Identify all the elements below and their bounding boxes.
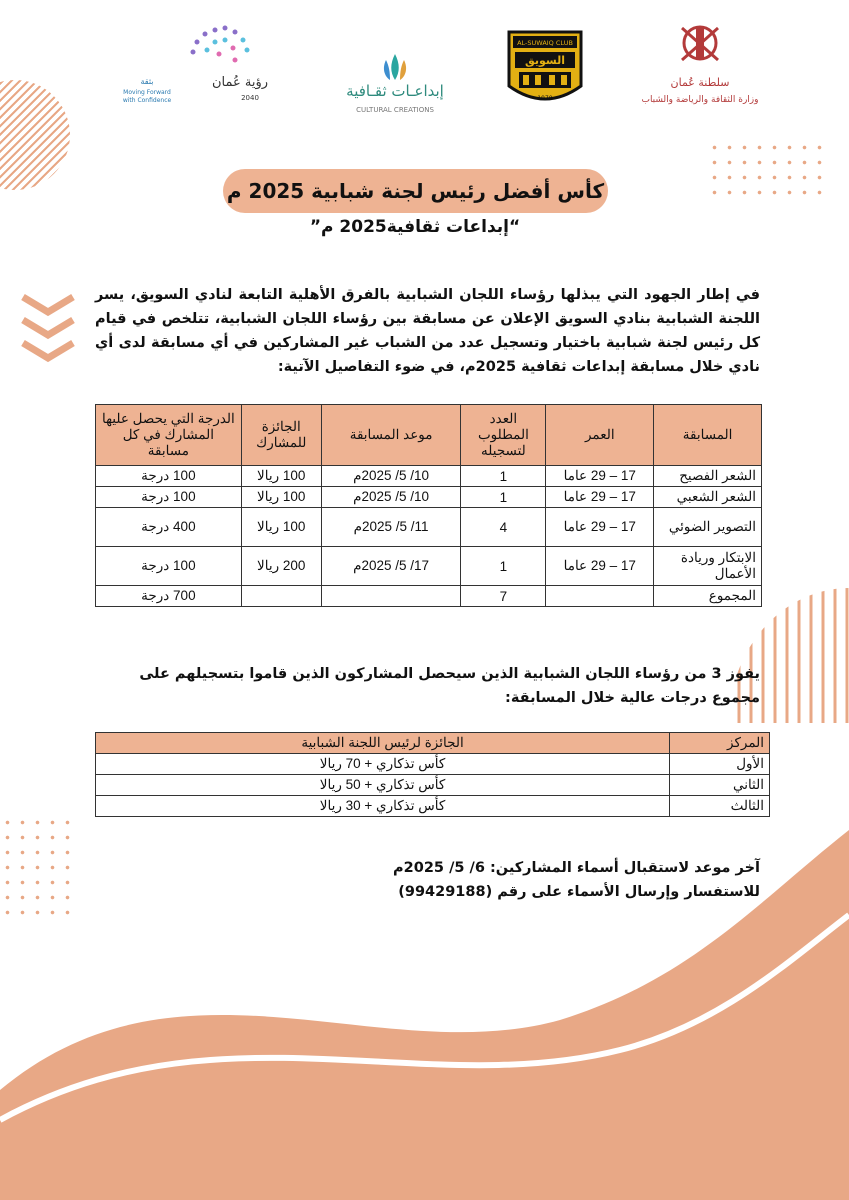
table-row bbox=[96, 754, 770, 775]
col-header-points: الدرجة التي يحصل عليها المشارك في كل مسابقة bbox=[96, 405, 242, 466]
table-header-row bbox=[96, 733, 770, 754]
al-suwaiq-club-logo bbox=[505, 28, 585, 112]
svg-text:Moving Forward: Moving Forward bbox=[123, 89, 171, 96]
table-total-row bbox=[96, 586, 762, 607]
table-cell: 1 bbox=[461, 487, 546, 508]
col-header-age: العمر bbox=[546, 405, 654, 466]
dot-grid-decoration bbox=[707, 140, 827, 200]
oman-vision-2040-logo bbox=[115, 20, 285, 110]
svg-text:إبداعـات ثقـافية: إبداعـات ثقـافية bbox=[346, 82, 444, 100]
table-cell: 200 ريالا bbox=[241, 547, 321, 586]
col-header-prize: الجائزة للمشارك bbox=[241, 405, 321, 466]
svg-text:رؤية عُمان: رؤية عُمان bbox=[211, 75, 269, 90]
table-row bbox=[96, 796, 770, 817]
table-cell: المجموع bbox=[654, 586, 762, 607]
competitions-table bbox=[95, 404, 762, 607]
table-cell: 100 درجة bbox=[96, 547, 242, 586]
table-cell: 11/ 5/ 2025م bbox=[321, 508, 461, 547]
table-cell: 7 bbox=[461, 586, 546, 607]
table-cell: 100 ريالا bbox=[241, 487, 321, 508]
table-cell: 17 – 29 عاما bbox=[546, 487, 654, 508]
table-cell: 100 درجة bbox=[96, 487, 242, 508]
col-header-prize: الجائزة لرئيس اللجنة الشبابية bbox=[96, 733, 670, 754]
svg-text:with Confidence: with Confidence bbox=[122, 97, 172, 104]
page-title: كأس أفضل رئيس لجنة شبابية 2025 م bbox=[223, 169, 608, 213]
table-cell: 10/ 5/ 2025م bbox=[321, 487, 461, 508]
svg-text:بثقة: بثقة bbox=[140, 77, 154, 86]
page-subtitle: “إبداعات ثقافية2025 م” bbox=[309, 217, 521, 237]
table-cell: 17 – 29 عاما bbox=[546, 466, 654, 487]
table-cell: 100 درجة bbox=[96, 466, 242, 487]
table-row bbox=[96, 466, 762, 487]
cultural-creations-logo bbox=[310, 50, 480, 120]
svg-text:1970: 1970 bbox=[537, 95, 553, 102]
ministry-logo bbox=[640, 18, 760, 118]
svg-text:وزارة الثقافة والرياضة والشباب: وزارة الثقافة والرياضة والشباب bbox=[641, 95, 759, 105]
table-cell bbox=[321, 586, 461, 607]
table-row bbox=[96, 775, 770, 796]
table-cell: 1 bbox=[461, 466, 546, 487]
table-cell bbox=[241, 586, 321, 607]
svg-text:2040: 2040 bbox=[241, 94, 259, 102]
table-cell: 17/ 5/ 2025م bbox=[321, 547, 461, 586]
table-cell: 400 درجة bbox=[96, 508, 242, 547]
table-header-row bbox=[96, 405, 762, 466]
table-cell bbox=[546, 586, 654, 607]
table-cell: 17 – 29 عاما bbox=[546, 508, 654, 547]
table-cell: 4 bbox=[461, 508, 546, 547]
table-row bbox=[96, 508, 762, 547]
table-row bbox=[96, 487, 762, 508]
col-header-rank: المركز bbox=[670, 733, 770, 754]
chevrons-down-icon bbox=[18, 292, 78, 372]
intro-paragraph: في إطار الجهود التي يبذلها رؤساء اللجان الشبابية بالفرق الأهلية التابعة لنادي السويق، يسر اللجنة الشبابية بنادي السويق الإعلان عن مسابقة بين رؤساء اللجان الشبابية، تتلخص في قيام كل رئيس لجنة شبابية باختيار وتسجيل عدد من الشباب غير المشاركين في أي مسابقة لدى أي نادي خلال مسابقة إبداعات ثقافية 2025م، في ضوء التفاصيل الآتية: bbox=[95, 287, 760, 375]
table-cell: الثالث bbox=[670, 796, 770, 817]
col-header-competition: المسابقة bbox=[654, 405, 762, 466]
svg-text:السويق: السويق bbox=[524, 54, 566, 67]
table-cell: كأس تذكاري + 50 ريالا bbox=[96, 775, 670, 796]
deadline-contact-block bbox=[380, 856, 760, 904]
prizes-table bbox=[95, 732, 770, 817]
deadline-line: آخر موعد لاستقبال أسماء المشاركين: 6/ 5/ 2025م bbox=[393, 860, 760, 876]
table-row bbox=[96, 547, 762, 586]
table-cell: 100 ريالا bbox=[241, 466, 321, 487]
table-cell: 100 ريالا bbox=[241, 508, 321, 547]
table-cell: الشعر الفصيح bbox=[654, 466, 762, 487]
table-cell: 1 bbox=[461, 547, 546, 586]
table-cell: 17 – 29 عاما bbox=[546, 547, 654, 586]
svg-text:CULTURAL CREATIONS: CULTURAL CREATIONS bbox=[356, 106, 434, 114]
table-cell: 10/ 5/ 2025م bbox=[321, 466, 461, 487]
table-cell: كأس تذكاري + 70 ريالا bbox=[96, 754, 670, 775]
striped-circle-decoration bbox=[0, 80, 70, 190]
contact-line: للاستفسار وإرسال الأسماء على رقم (99429188) bbox=[398, 884, 760, 900]
winners-paragraph: يفوز 3 من رؤساء اللجان الشبابية الذين سيحصل المشاركون الذين قاموا بتسجيلهم على مجموع درجات عالية خلال المسابقة: bbox=[139, 666, 760, 706]
table-cell: الشعر الشعبي bbox=[654, 487, 762, 508]
table-cell: التصوير الضوئي bbox=[654, 508, 762, 547]
table-cell: الثاني bbox=[670, 775, 770, 796]
col-header-date: موعد المسابقة bbox=[321, 405, 461, 466]
svg-text:AL-SUWAIQ CLUB: AL-SUWAIQ CLUB bbox=[517, 39, 573, 47]
svg-text:سلطنة عُمان: سلطنة عُمان bbox=[670, 76, 730, 89]
table-cell: 700 درجة bbox=[96, 586, 242, 607]
col-header-count: العدد المطلوب لتسجيله bbox=[461, 405, 546, 466]
table-cell: الابتكار وريادة الأعمال bbox=[654, 547, 762, 586]
table-cell: الأول bbox=[670, 754, 770, 775]
table-cell: كأس تذكاري + 30 ريالا bbox=[96, 796, 670, 817]
